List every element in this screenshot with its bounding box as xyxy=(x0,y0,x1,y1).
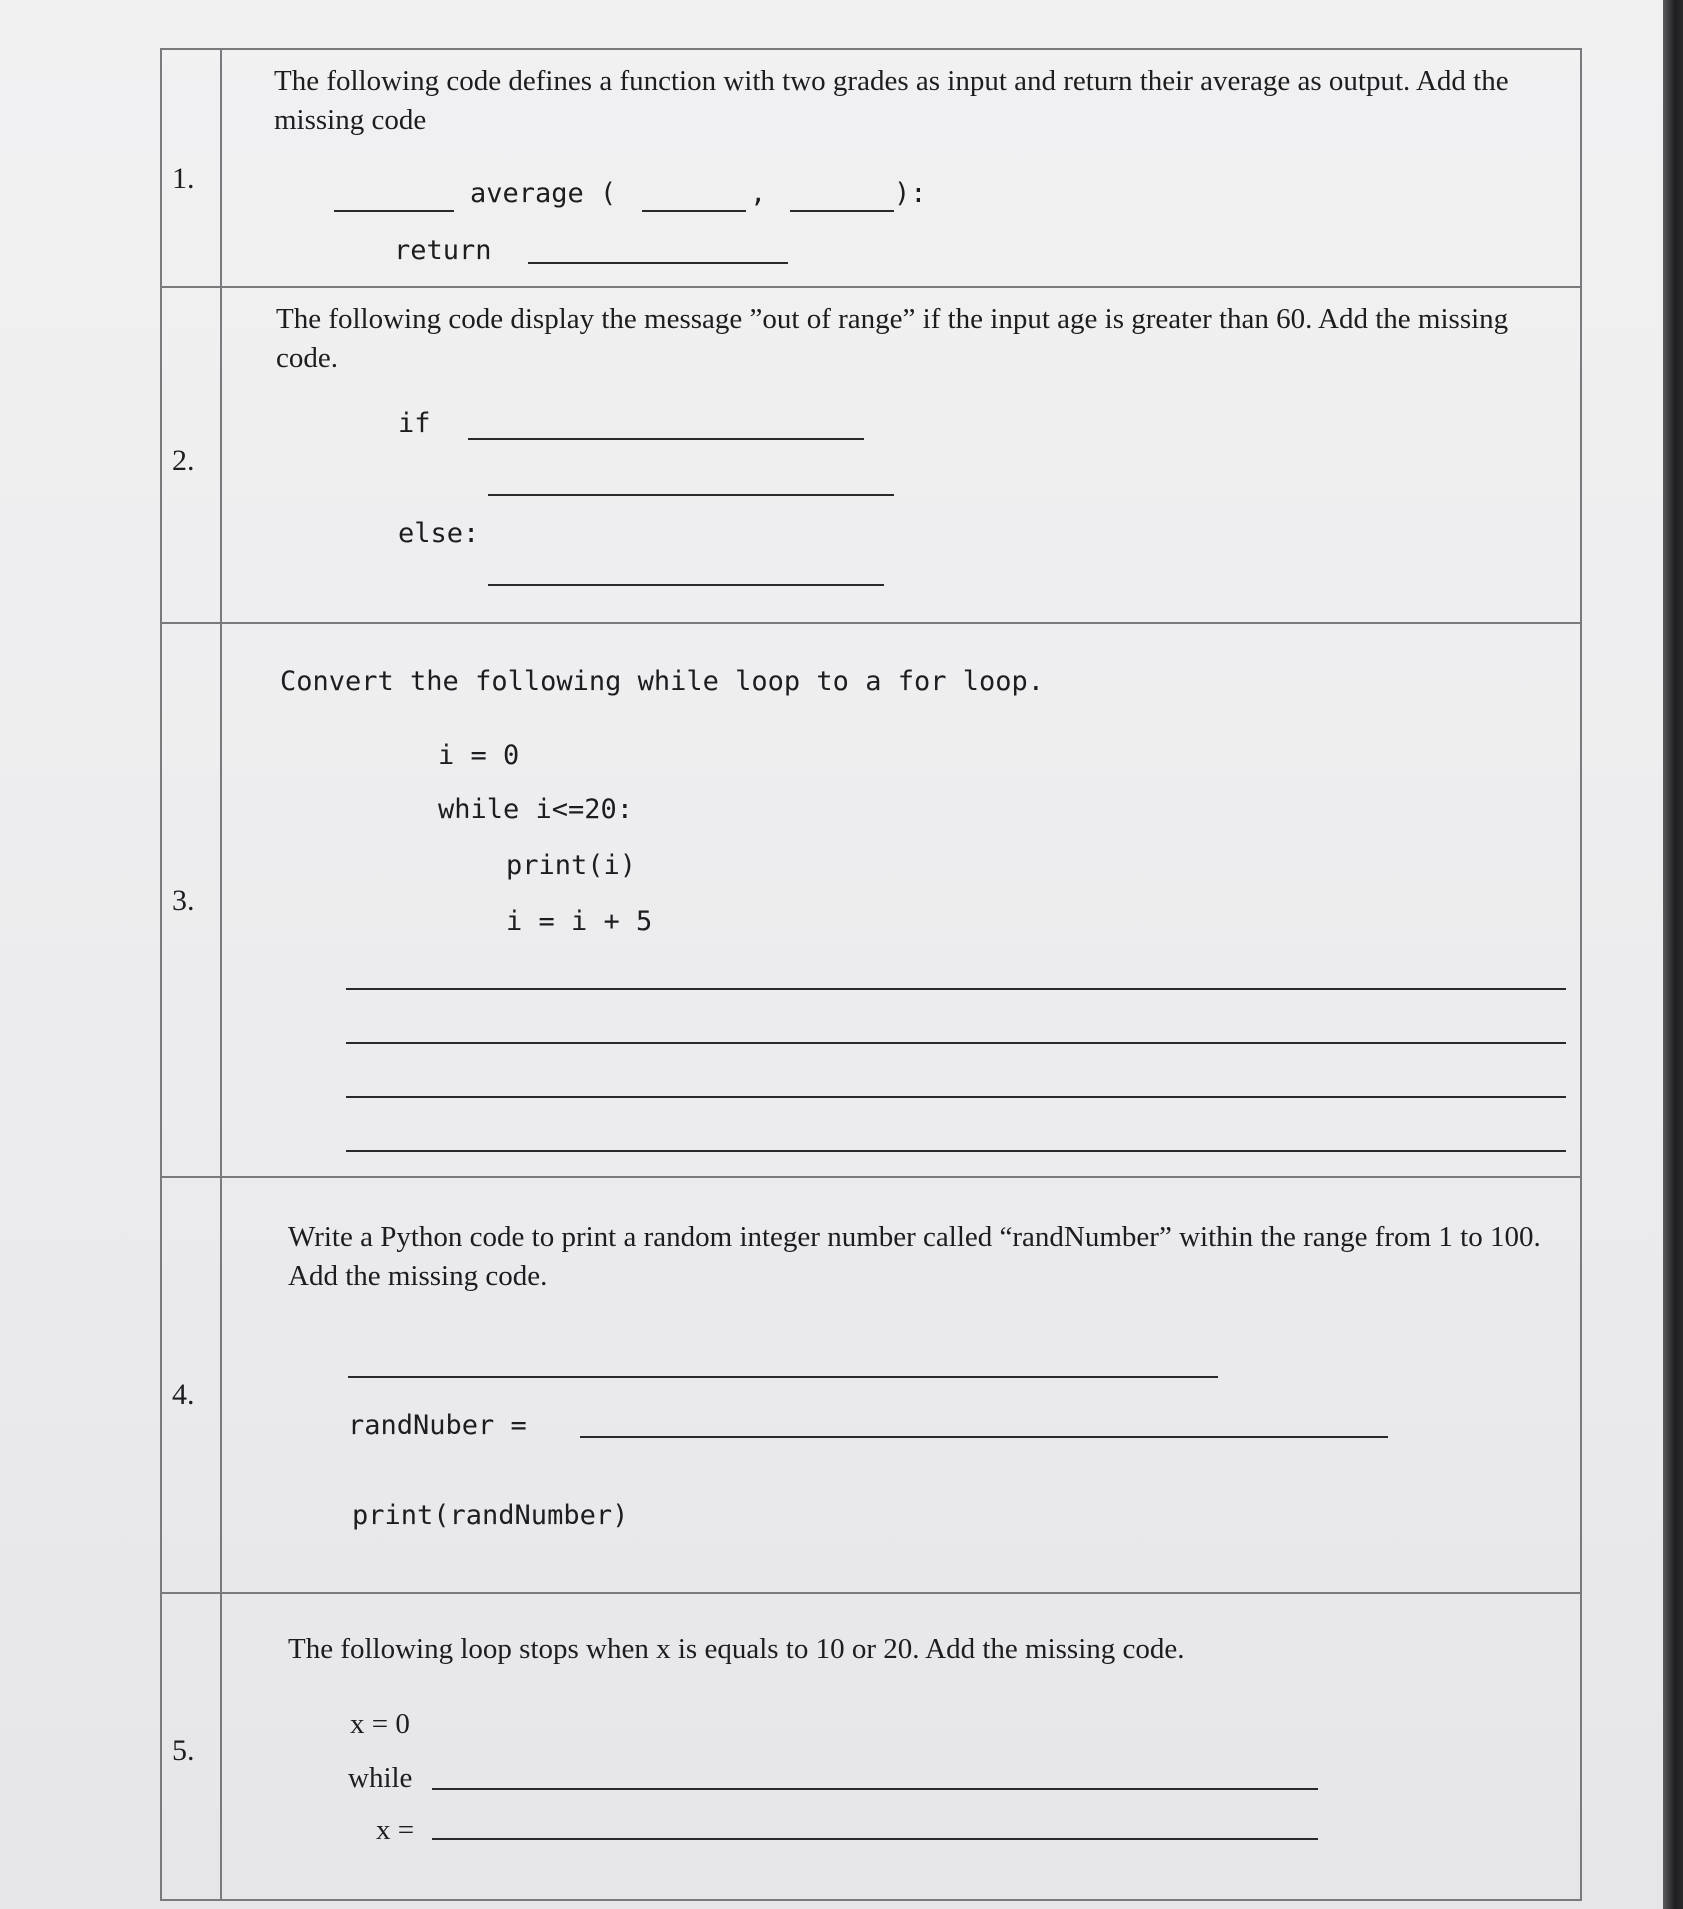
code-close: ): xyxy=(894,178,927,209)
code-line-4: i = i + 5 xyxy=(506,906,653,937)
question-number: 1. xyxy=(172,162,195,195)
question-row-3 xyxy=(161,623,1581,1177)
code-init: x = 0 xyxy=(350,1708,410,1740)
answer-blank[interactable] xyxy=(432,1838,1318,1840)
question-number: 5. xyxy=(172,1734,195,1767)
code-while: while xyxy=(348,1762,413,1794)
answer-blank[interactable] xyxy=(488,494,894,496)
question-row-1 xyxy=(161,49,1581,287)
code-fn-name: average ( xyxy=(470,178,617,209)
question-body-5 xyxy=(221,1593,1581,1900)
question-prompt: The following code display the message ”out of range” if the input age is greater than 60. Add the missing code. xyxy=(276,303,1509,374)
answer-line[interactable] xyxy=(346,1150,1566,1152)
code-return: return xyxy=(394,235,492,266)
page-edge-shadow xyxy=(1663,0,1683,1909)
question-prompt: Write a Python code to print a random integer number called “randNumber” within the range from 1 to 100. Add the missing code. xyxy=(288,1221,1541,1292)
question-number: 4. xyxy=(172,1378,195,1411)
answer-blank[interactable] xyxy=(528,262,788,264)
answer-blank[interactable] xyxy=(580,1436,1388,1438)
question-number-cell xyxy=(161,623,221,1177)
answer-blank[interactable] xyxy=(642,210,746,212)
question-row-2 xyxy=(161,287,1581,623)
question-row-5 xyxy=(161,1593,1581,1900)
answer-blank[interactable] xyxy=(334,210,454,212)
question-prompt: The following code defines a function with two grades as input and return their average as output. Add the missing code xyxy=(274,65,1509,136)
question-number-cell xyxy=(161,49,221,287)
code-line-2: while i<=20: xyxy=(438,794,634,825)
question-body-3 xyxy=(221,623,1581,1177)
question-body-2 xyxy=(221,287,1581,623)
code-if: if xyxy=(398,408,431,439)
code-else: else: xyxy=(398,518,480,549)
code-line-3: print(i) xyxy=(506,850,637,881)
question-number: 3. xyxy=(172,884,195,917)
code-print: print(randNumber) xyxy=(352,1500,629,1531)
question-number-cell xyxy=(161,287,221,623)
question-row-4 xyxy=(161,1177,1581,1593)
question-prompt: The following loop stops when x is equals to 10 or 20. Add the missing code. xyxy=(288,1633,1185,1665)
answer-blank[interactable] xyxy=(488,584,884,586)
answer-line[interactable] xyxy=(346,988,1566,990)
code-comma: , xyxy=(750,178,767,209)
question-number-cell xyxy=(161,1177,221,1593)
code-line-1: i = 0 xyxy=(438,740,520,771)
question-number-cell xyxy=(161,1593,221,1900)
answer-blank[interactable] xyxy=(432,1788,1318,1790)
question-number: 2. xyxy=(172,444,195,477)
question-body-4 xyxy=(221,1177,1581,1593)
question-body-1 xyxy=(221,49,1581,287)
question-prompt: Convert the following while loop to a for loop. xyxy=(280,666,1045,697)
answer-blank[interactable] xyxy=(468,438,864,440)
answer-line[interactable] xyxy=(346,1042,1566,1044)
answer-blank[interactable] xyxy=(348,1376,1218,1378)
answer-blank[interactable] xyxy=(790,210,894,212)
questions-table xyxy=(160,48,1582,1901)
code-assign: randNuber = xyxy=(348,1410,527,1441)
answer-line[interactable] xyxy=(346,1096,1566,1098)
code-x-assign: x = xyxy=(376,1814,415,1846)
